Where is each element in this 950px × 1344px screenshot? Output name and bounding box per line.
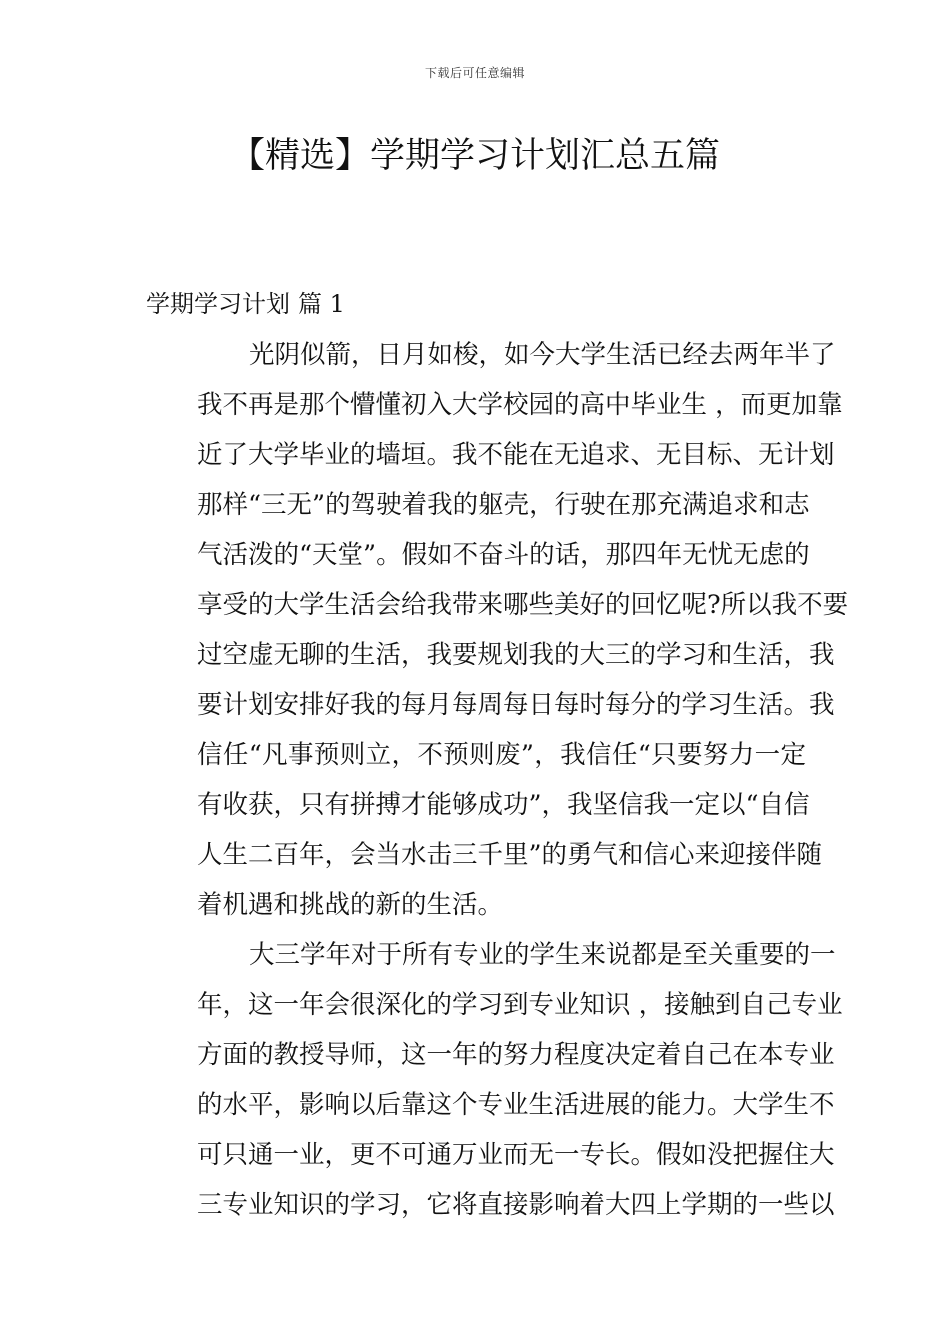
document-title: 【精选】学期学习计划汇总五篇 <box>229 136 720 176</box>
text-line: 着机遇和挑战的新的生活。 <box>197 890 504 920</box>
text-line: 方面的教授导师，这一年的努力程度决定着自己在本专业 <box>197 1040 835 1070</box>
header-note: 下载后可任意编辑 <box>424 66 525 80</box>
section-number: 篇 1 <box>298 290 345 318</box>
text-line: 信任“凡事预则立，不预则废”，我信任“只要努力一定 <box>197 740 806 770</box>
paragraph-2 <box>146 930 843 1230</box>
text-line: 气活泼的“天堂”。假如不奋斗的话，那四年无忧无虑的 <box>197 540 810 570</box>
text-line: 近了大学毕业的墙垣。我不能在无追求、无目标、无计划 <box>197 440 835 470</box>
text-line: 享受的大学生活会给我带来哪些美好的回忆呢?所以我不要 <box>197 590 849 620</box>
text-line: 大三学年对于所有专业的学生来说都是至关重要的一 <box>249 940 836 970</box>
text-line: 那样“三无”的驾驶着我的躯壳，行驶在那充满追求和志 <box>197 490 810 520</box>
section-heading <box>146 284 345 319</box>
text-line: 年，这一年会很深化的学习到专业知识 ，接触到自己专业 <box>197 990 843 1020</box>
text-line: 的水平，影响以后靠这个专业生活进展的能力。大学生不 <box>197 1090 835 1120</box>
text-line: 三专业知识的学习，它将直接影响着大四上学期的一些以 <box>197 1190 835 1220</box>
text-line: 我不再是那个懵懂初入大学校园的高中毕业生 ，而更加靠 <box>197 390 843 420</box>
section-heading-label: 学期学习计划 <box>146 290 290 318</box>
text-line: 过空虚无聊的生活，我要规划我的大三的学习和生活，我 <box>197 640 835 670</box>
paragraph-1 <box>146 330 849 930</box>
text-line: 有收获，只有拼搏才能够成功”，我坚信我一定以“自信 <box>197 790 810 820</box>
text-line: 人生二百年，会当水击三千里”的勇气和信心来迎接伴随 <box>197 840 823 870</box>
text-line: 光阴似箭，日月如梭，如今大学生活已经去两年半了 <box>249 340 836 370</box>
text-line: 要计划安排好我的每月每周每日每时每分的学习生活。我 <box>197 690 835 720</box>
text-line: 可只通一业，更不可通万业而无一专长。假如没把握住大 <box>197 1140 835 1170</box>
body-text <box>146 330 849 1230</box>
